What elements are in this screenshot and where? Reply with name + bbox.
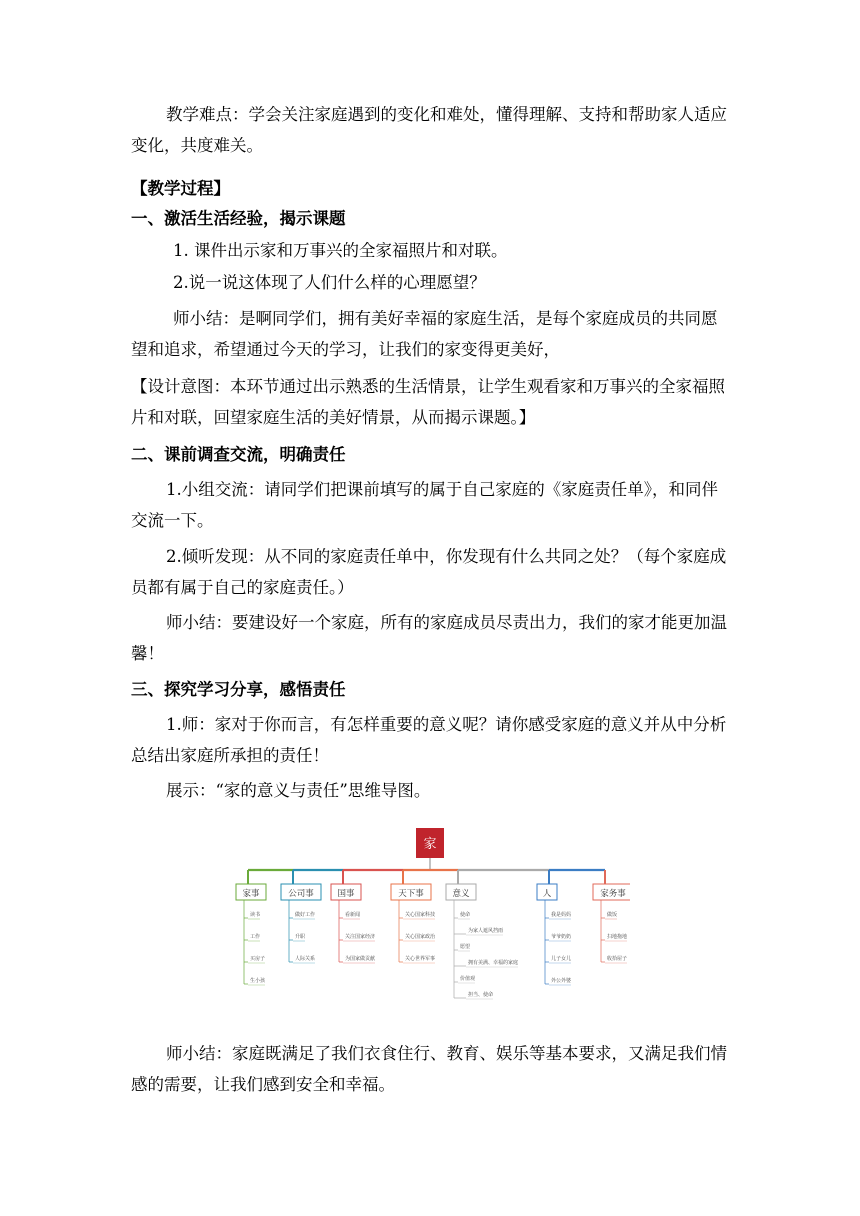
mindmap-leaf-label: 爷爷奶奶 — [551, 934, 572, 940]
mindmap-leaf-label: 外公外婆 — [551, 978, 572, 984]
paragraph-difficulty: 教学难点：学会关注家庭遇到的变化和难处，懂得理解、支持和帮助家人适应变化，共度难关。 — [131, 105, 727, 155]
mindmap-leaf-label: 做好工作 — [295, 912, 316, 918]
mindmap-leaf-label: 我是妈妈 — [551, 912, 572, 918]
paragraph-step-2-1: 1.小组交流：请同学们把课前填写的属于自己家庭的《家庭责任单》，和同伴交流一下。 — [131, 480, 718, 530]
mindmap-leaf-label: 关心国家科技 — [405, 912, 436, 918]
paragraph-step-1-1: 1. 课件出示家和万事兴的全家福照片和对联。 — [173, 241, 508, 260]
mindmap-leaf-label: 做饭 — [607, 912, 618, 918]
mindmap-branch-label: 公司事 — [288, 889, 314, 899]
mindmap-leaf-label: 关心世界军事 — [405, 956, 436, 962]
mindmap-figure — [230, 828, 630, 1028]
mindmap-leaf-label: 扫地拖地 — [607, 934, 628, 940]
mindmap-leaf-label: 生小孩 — [250, 978, 266, 984]
mindmap-leaf-label: 使命 — [460, 912, 471, 918]
mindmap-leaf-label: 收拾屋子 — [607, 956, 628, 962]
paragraph-summary-1: 师小结：是啊同学们，拥有美好幸福的家庭生活，是每个家庭成员的共同愿望和追求，希望通过今天的学习，让我们的家变得更美好， — [131, 309, 718, 359]
mindmap-leaf-label: 愿望 — [460, 944, 471, 950]
section-heading-1: 一、激活生活经验，揭示课题 — [131, 209, 346, 228]
mindmap-branch-label: 人 — [542, 889, 552, 899]
mindmap-leaf-label: 拥有美满、幸福的家庭 — [468, 960, 519, 966]
paragraph-show-mindmap: 展示：“家的意义与责任”思维导图。 — [166, 781, 431, 800]
paragraph-step-3-1: 1.师：家对于你而言，有怎样重要的意义呢？请你感受家庭的意义并从中分析总结出家庭所承担的责任！ — [131, 715, 727, 765]
mindmap-leaf-label: 为家人遮风挡雨 — [468, 928, 504, 934]
paragraph-step-1-2: 2.说一说这体现了人们什么样的心理愿望？ — [173, 273, 486, 292]
mindmap-leaf-label: 价值观 — [460, 976, 476, 982]
mindmap-leaf-label: 关心国家政治 — [405, 934, 436, 940]
mindmap-leaf-label: 工作 — [250, 934, 261, 940]
mindmap-branch-label: 家事 — [242, 889, 260, 899]
mindmap-leaf-label: 关注国家经济 — [345, 934, 376, 940]
mindmap-branch-label: 家务事 — [600, 889, 626, 899]
mindmap-root-label: 家 — [423, 837, 437, 852]
mindmap-leaf-label: 儿子女儿 — [551, 956, 572, 962]
section-heading-process: 【教学过程】 — [131, 179, 230, 198]
mindmap-branch-label: 天下事 — [398, 889, 424, 899]
paragraph-design-intent: 【设计意图：本环节通过出示熟悉的生活情景，让学生观看家和万事兴的全家福照片和对联，回望家庭生活的美好情景，从而揭示课题。】 — [131, 377, 725, 427]
paragraph-step-2-2: 2.倾听发现：从不同的家庭责任单中，你发现有什么共同之处？（每个家庭成员都有属于自己的家庭责任。） — [131, 547, 727, 597]
mindmap-branch-label: 国事 — [337, 889, 355, 899]
section-heading-2: 二、课前调查交流，明确责任 — [131, 445, 346, 464]
mindmap-leaf-label: 为国家做贡献 — [345, 956, 376, 962]
mindmap-leaf-label: 担当、使命 — [468, 992, 494, 998]
mindmap-leaf-label: 人际关系 — [295, 956, 316, 962]
mindmap-leaf-label: 读书 — [250, 912, 261, 918]
paragraph-summary-2: 师小结：要建设好一个家庭，所有的家庭成员尽责出力，我们的家才能更加温馨！ — [131, 613, 727, 663]
paragraph-summary-3: 师小结：家庭既满足了我们衣食住行、教育、娱乐等基本要求，又满足我们情感的需要，让我们感到安全和幸福。 — [131, 1044, 727, 1094]
section-heading-3: 三、探究学习分享，感悟责任 — [131, 680, 346, 699]
mindmap-branch-label: 意义 — [452, 889, 470, 899]
mindmap-leaf-label: 买房子 — [250, 956, 266, 962]
mindmap-leaf-label: 看新闻 — [345, 912, 361, 918]
mindmap-leaf-label: 升职 — [295, 934, 306, 940]
